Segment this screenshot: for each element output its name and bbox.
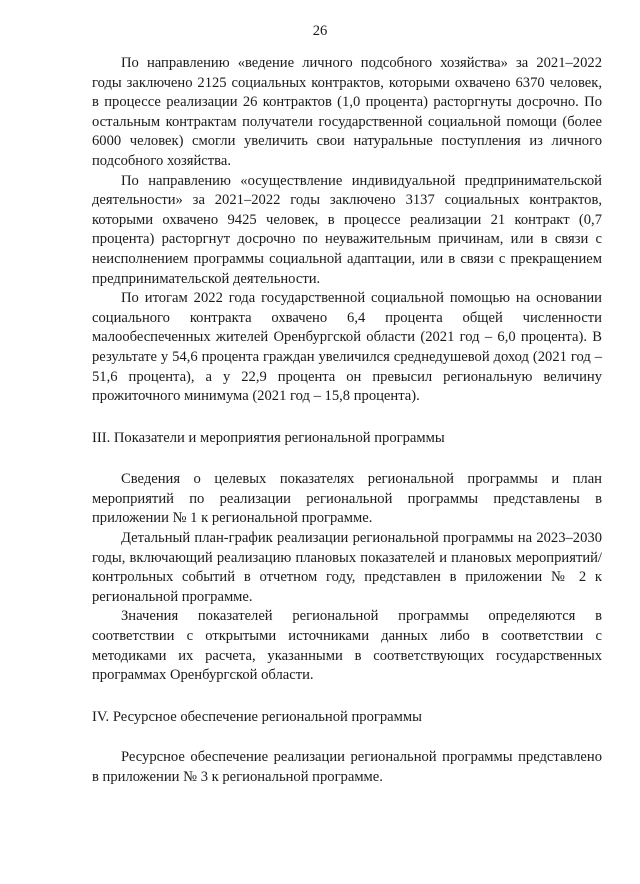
section-heading-indicators: III. Показатели и мероприятия региональной программы: [92, 429, 445, 446]
paragraph-results-2022: По итогам 2022 года государственной социальной помощью на основании социального контракта охвачено 6,4 процента общей численности малообеспеченных жителей Оренбургской области (2021 год – 6,0 процента). В результате у 54,6 процента граждан увеличился среднедушевой доход (2021 год – 51,6 процента), а у 22,9 процента он превысил региональную величину прожиточного минимума (2021 год – 15,8 процента).: [92, 290, 602, 405]
section-heading-resources: IV. Ресурсное обеспечение региональной программы: [92, 708, 422, 725]
paragraph-resource-provision: Ресурсное обеспечение реализации региональной программы представлено в приложении № 3 к региональной программе.: [92, 749, 602, 785]
document-body: [92, 54, 602, 788]
paragraph-entrepreneurship: По направлению «осуществление индивидуальной предпринимательской деятельности» за 2021–2022 годы заключено 3137 социальных контрактов, которыми охвачено 9425 человек, в процессе реализации 21 контракт (0,7 процента) расторгнут досрочно по неуважительным причинам, или в связи с неисполнением программы социальной адаптации, или в связи с прекращением предпринимательской деятельности.: [92, 172, 602, 287]
page-number: 26: [312, 23, 328, 39]
paragraph-detailed-plan: Детальный план-график реализации региональной программы на 2023–2030 годы, включающий реализацию плановых показателей и плановых мероприятий/контрольных событий в отчетном году, представлен в приложении № 2 к региональной программе.: [92, 530, 602, 605]
paragraph-target-indicators: Сведения о целевых показателях региональной программы и план мероприятий по реализации региональной программы представлены в приложении № 1 к региональной программе.: [92, 471, 602, 527]
paragraph-indicator-values: Значения показателей региональной программы определяются в соответствии с открытыми источниками данных либо в соответствии с методиками их расчета, указанными в соответствующих государственных программах Оренбургской области.: [92, 608, 602, 684]
paragraph-subsidiary-farming: По направлению «ведение личного подсобного хозяйства» за 2021–2022 годы заключено 2125 социальных контрактов, которыми охвачено 6370 человек, в процессе реализации 26 контрактов (1,0 процента) расторгнуты досрочно. По остальным контрактам получатели государственной социальной помощи (более 6000 человек) смогли увеличить свои натуральные поступления из личного подсобного хозяйства.: [92, 55, 602, 169]
